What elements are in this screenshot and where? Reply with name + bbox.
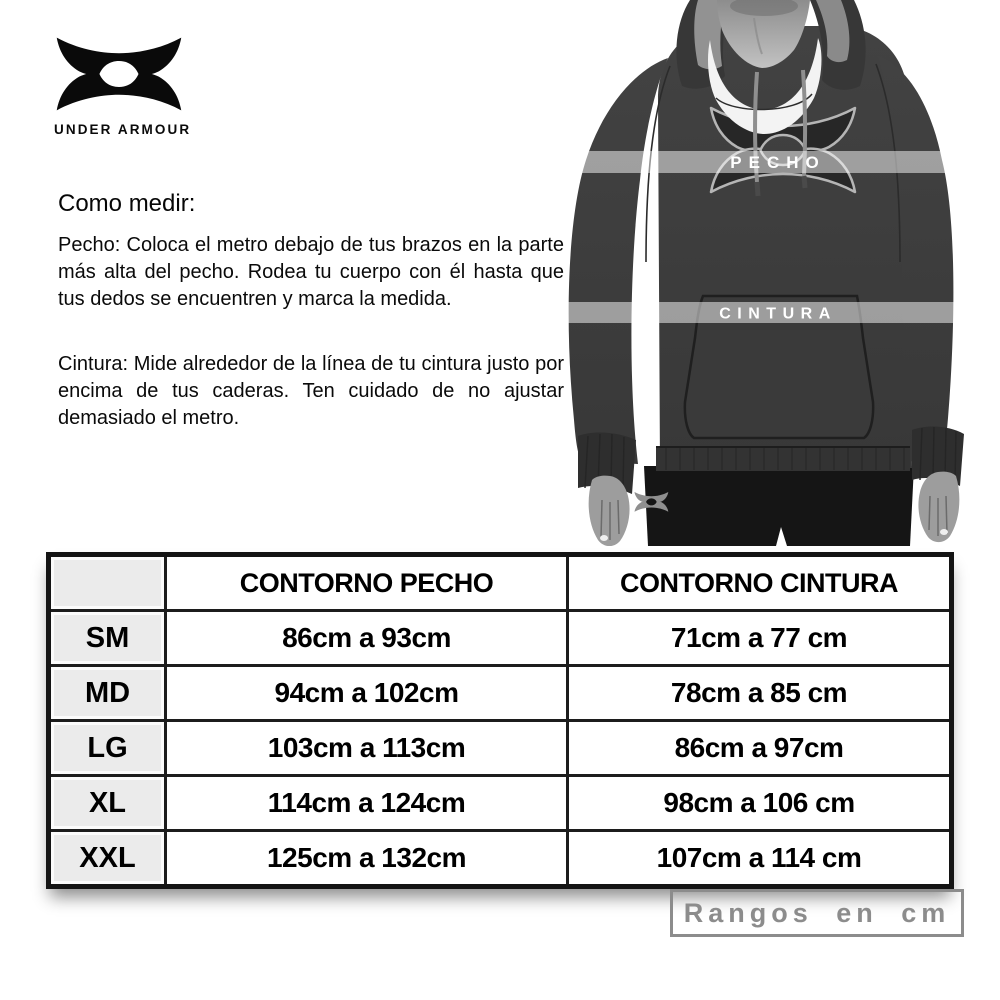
table-header-row xyxy=(49,555,952,611)
chest-instruction-text: Pecho: Coloca el metro debajo de tus brazos en la parte más alta del pecho. Rodea tu cuerpo con él hasta que tus dedos se encuentren y marca la medida. xyxy=(58,234,564,310)
chest-range: 103cm a 113cm xyxy=(166,721,568,776)
product-photo xyxy=(548,0,1000,546)
chest-range: 86cm a 93cm xyxy=(166,611,568,666)
column-header-cintura: CONTORNO CINTURA xyxy=(568,555,952,611)
size-table xyxy=(46,552,954,889)
size-label: MD xyxy=(49,666,166,721)
waist-range: 107cm a 114 cm xyxy=(568,831,952,887)
chest-range: 94cm a 102cm xyxy=(166,666,568,721)
waist-measure-band xyxy=(548,302,1000,323)
column-header-pecho: CONTORNO PECHO xyxy=(166,555,568,611)
size-label: XXL xyxy=(49,831,166,887)
table-row-lg xyxy=(49,721,952,776)
brand-wordmark: UNDER ARMOUR xyxy=(54,122,192,137)
measuring-instructions xyxy=(58,190,564,432)
waist-band-label: CINTURA xyxy=(719,305,837,323)
chest-band-label: PECHO xyxy=(730,153,826,172)
chest-range: 114cm a 124cm xyxy=(166,776,568,831)
hoodie-hem xyxy=(656,446,910,471)
table-row-xxl xyxy=(49,831,952,887)
range-note: Rangos en cm xyxy=(670,889,964,937)
waist-instruction-text: Cintura: Mide alrededor de la línea de tu cintura justo por encima de tus caderas. Ten cuidado de no ajustar demasiado el metro. xyxy=(58,353,564,429)
pants xyxy=(634,466,914,546)
table-row-sm xyxy=(49,611,952,666)
size-label: LG xyxy=(49,721,166,776)
instructions-heading: Como medir: xyxy=(58,190,196,217)
waist-range: 71cm a 77 cm xyxy=(568,611,952,666)
table-corner-cell xyxy=(49,555,166,611)
waist-range: 98cm a 106 cm xyxy=(568,776,952,831)
table-row-xl xyxy=(49,776,952,831)
chest-range: 125cm a 132cm xyxy=(166,831,568,887)
chest-measure-band xyxy=(548,151,1000,173)
size-label: SM xyxy=(49,611,166,666)
table-row-md xyxy=(49,666,952,721)
waist-range: 78cm a 85 cm xyxy=(568,666,952,721)
waist-range: 86cm a 97cm xyxy=(568,721,952,776)
under-armour-logo-icon xyxy=(55,36,183,112)
size-label: XL xyxy=(49,776,166,831)
